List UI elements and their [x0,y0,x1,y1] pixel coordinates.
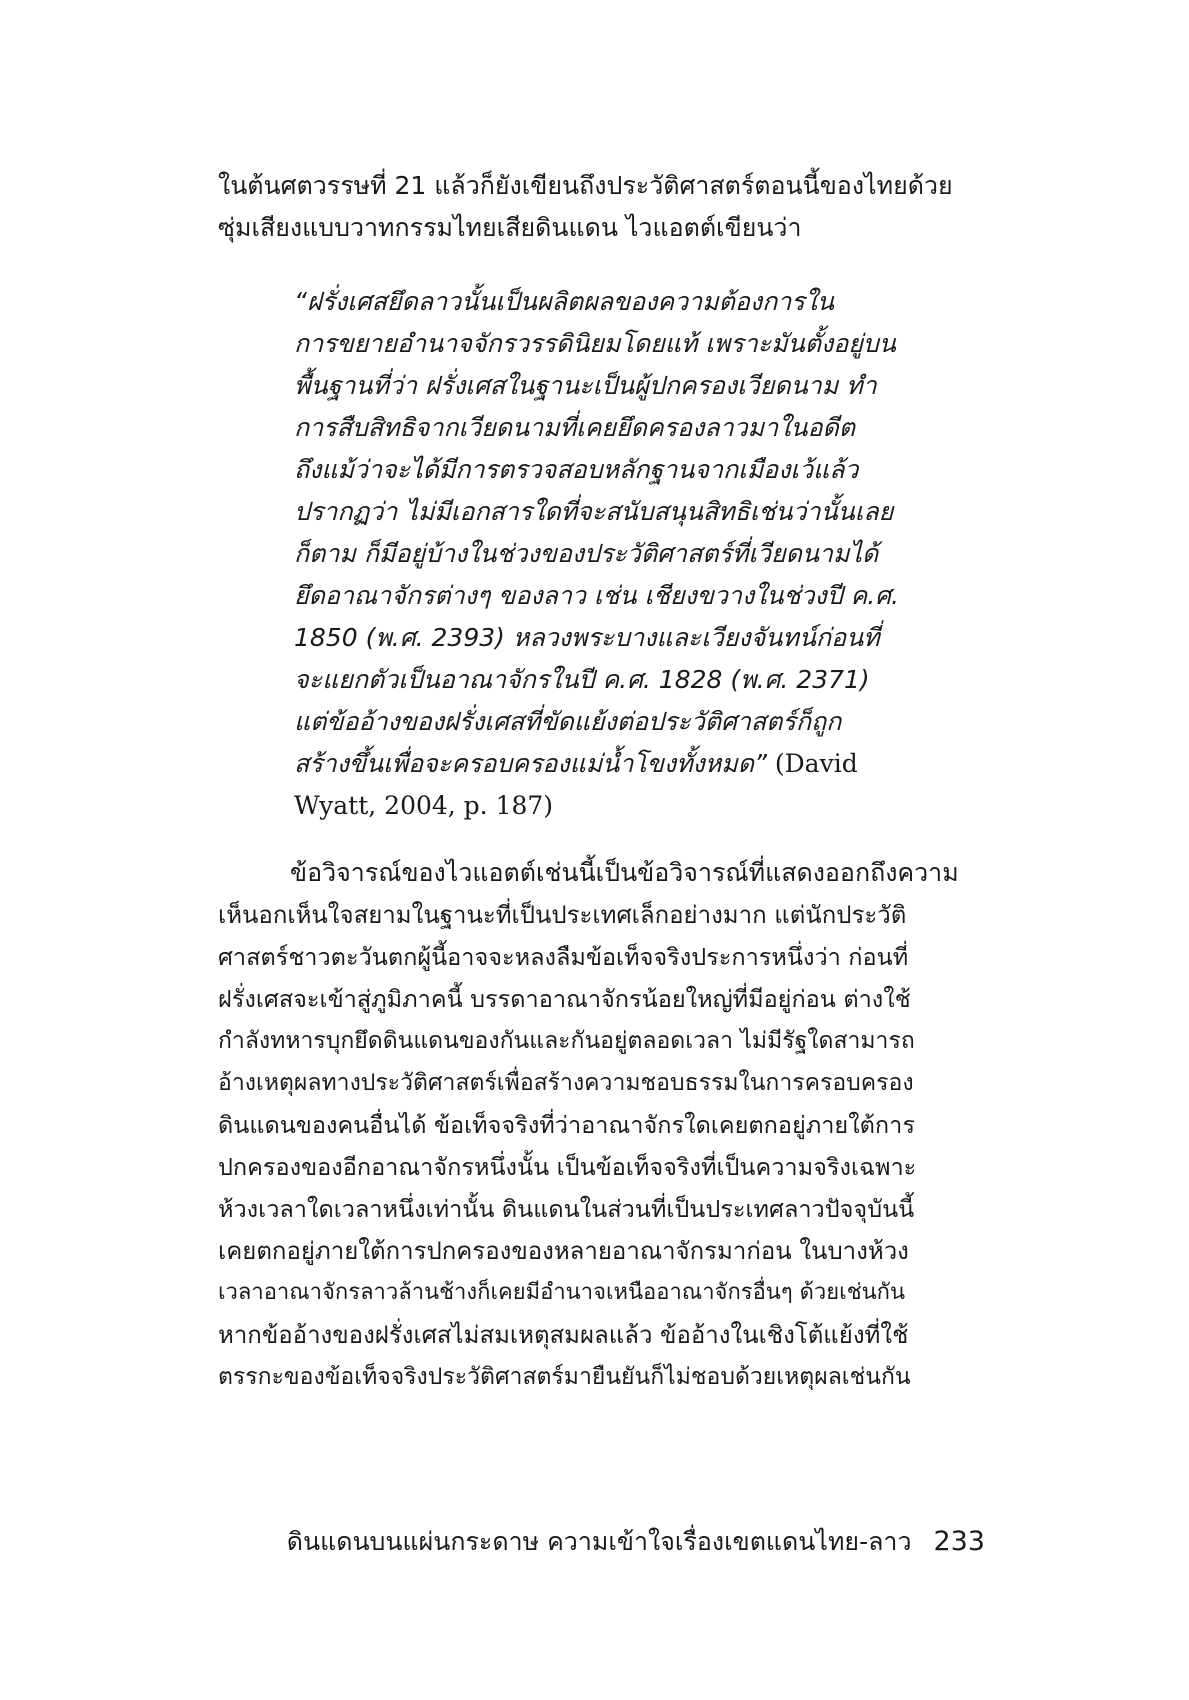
quote-line: “ฝรั่งเศสยึดลาวนั้นเป็นผลิตผลของความต้องการใน [294,287,834,316]
quote-line: ก็ตาม ก็มีอยู่บ้างในช่วงของประวัติศาสตร์ที่เวียดนามได้ [294,539,879,568]
quote-line: การขยายอำนาจจักรวรรดินิยมโดยแท้ เพราะมันตั้งอยู่บน [294,329,896,358]
intro-line: ในต้นศตวรรษที่ 21 แล้วก็ยังเขียนถึงประวัติศาสตร์ตอนนี้ของไทยด้วย [218,171,953,200]
page-footer [287,1522,985,1562]
body-line: อ้างเหตุผลทางประวัติศาสตร์เพื่อสร้างความชอบธรรมในการครอบครอง [218,1070,914,1096]
body-line: เห็นอกเห็นใจสยามในฐานะที่เป็นประเทศเล็กอย่างมาก แต่นักประวัติ [218,901,907,929]
citation-start: (David [774,749,858,778]
body-line: ข้อวิจารณ์ของไวแอตต์เช่นนี้เป็นข้อวิจารณ์ที่แสดงออกถึงความ [290,858,959,887]
quote-line [294,744,858,784]
quote-line: ยึดอาณาจักรต่างๆ ของลาว เช่น เชียงขวางในช่วงปี ค.ศ. [294,581,899,610]
body-line: เวลาอาณาจักรลาวล้านช้างก็เคยมีอำนาจเหนืออาณาจักรอื่นๆ ด้วยเช่นกัน [218,1280,906,1305]
body-line: ปกครองของอีกอาณาจักรหนึ่งนั้น เป็นข้อเท็จจริงที่เป็นความจริงเฉพาะ [218,1153,917,1181]
quote-line: จะแยกตัวเป็นอาณาจักรในปี ค.ศ. 1828 (พ.ศ. 2371) [294,665,870,694]
body-line: ศาสตร์ชาวตะวันตกผู้นี้อาจจะหลงลืมข้อเท็จจริงประการหนึ่งว่า ก่อนที่ [218,943,909,971]
body-line: ดินแดนของคนอื่นได้ ข้อเท็จจริงที่ว่าอาณาจักรใดเคยตกอยู่ภายใต้การ [218,1111,915,1139]
page-number: 233 [933,1526,985,1557]
body-line: ตรรกะของข้อเท็จจริงประวัติศาสตร์มายืนยันก็ไม่ชอบด้วยเหตุผลเช่นกัน [218,1364,911,1390]
body-line: ห้วงเวลาใดเวลาหนึ่งเท่านั้น ดินแดนในส่วนที่เป็นประเทศลาวปัจจุบันนี้ [218,1195,915,1223]
intro-line: ซุ่มเสียงแบบวาทกรรมไทยเสียดินแดน ไวแอตต์เขียนว่า [218,213,802,242]
quote-line: แต่ข้ออ้างของฝรั่งเศสที่ขัดแย้งต่อประวัติศาสตร์ก็ถูก [294,707,842,736]
body-line: กำลังทหารบุกยึดดินแดนของกันและกันอยู่ตลอดเวลา ไม่มีรัฐใดสามารถ [218,1028,915,1054]
quote-line: 1850 (พ.ศ. 2393) หลวงพระบางและเวียงจันทน์ก่อนที่ [294,623,880,652]
body-line: เคยตกอยู่ภายใต้การปกครองของหลายอาณาจักรมาก่อน ในบางห้วง [218,1237,909,1265]
body-line: หากข้ออ้างของฝรั่งเศสไม่สมเหตุสมผลแล้ว ข้ออ้างในเชิงโต้แย้งที่ใช้ [218,1321,909,1349]
running-title: ดินแดนบนแผ่นกระดาษ ความเข้าใจเรื่องเขตแดนไทย-ลาว [286,1527,912,1556]
body-line: ฝรั่งเศสจะเข้าสู่ภูมิภาคนี้ บรรดาอาณาจักรน้อยใหญ่ที่มีอยู่ก่อน ต่างใช้ [218,985,911,1013]
quote-line: ถึงแม้ว่าจะได้มีการตรวจสอบหลักฐานจากเมืองเว้แล้ว [294,455,859,484]
quote-line: ปรากฏว่า ไม่มีเอกสารใดที่จะสนับสนุนสิทธิเช่นว่านั้นเลย [294,497,894,526]
citation-end: Wyatt, 2004, p. 187) [294,791,554,820]
quote-line: การสืบสิทธิจากเวียดนามที่เคยยึดครองลาวมาในอดีต [294,413,855,442]
quote-line-text: สร้างขึ้นเพื่อจะครอบครองแม่น้ำโขงทั้งหมด” [294,749,767,778]
quote-line: พื้นฐานที่ว่า ฝรั่งเศสในฐานะเป็นผู้ปกครองเวียดนาม ทำ [294,371,877,400]
